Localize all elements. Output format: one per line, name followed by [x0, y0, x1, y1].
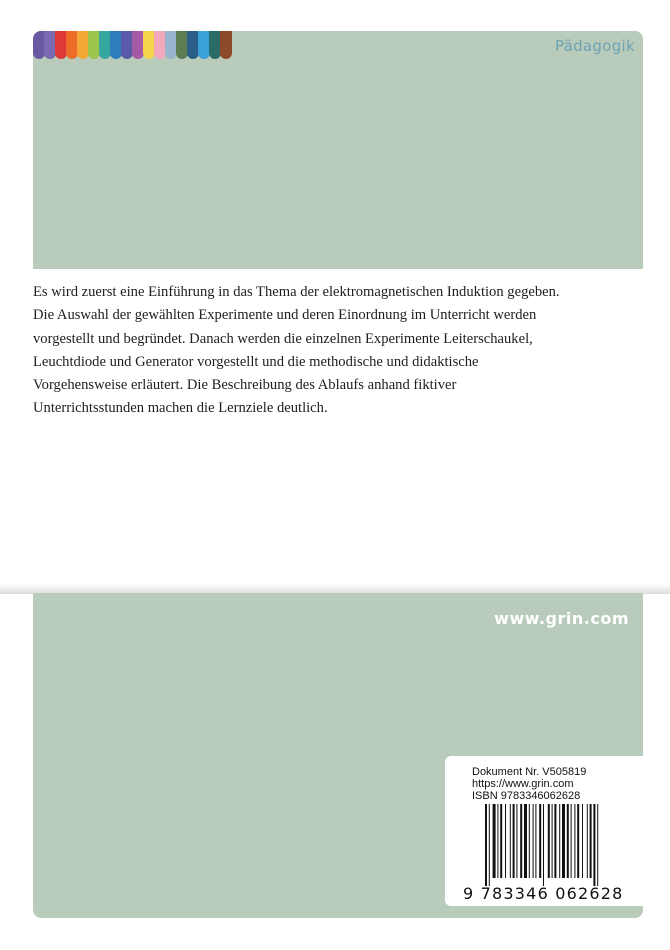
- barcode-bar: [562, 804, 565, 878]
- blurb-line: Leuchtdiode und Generator vorgestellt und die methodische und didaktische: [33, 353, 479, 370]
- barcode-bar: [582, 804, 583, 878]
- barcode-bar: [535, 804, 536, 878]
- barcode-icon: [485, 804, 631, 886]
- barcode-bar: [593, 804, 595, 886]
- blurb-line: vorgestellt und begründet. Danach werden die einzelnen Experimente Leiterschaukel,: [33, 330, 533, 347]
- barcode-bar: [548, 804, 550, 878]
- color-stripe: [220, 31, 232, 59]
- barcode-bar: [571, 804, 572, 878]
- barcode-bar: [493, 804, 496, 878]
- isbn-label: ISBN 9783346062628: [472, 790, 581, 802]
- document-number: Dokument Nr. V505819: [472, 766, 587, 778]
- barcode-box: [445, 756, 643, 906]
- barcode-bar: [543, 804, 544, 886]
- barcode-bar: [577, 804, 579, 878]
- barcode-bar: [489, 804, 490, 886]
- blurb-line: Die Auswahl der gewählten Experimente und deren Einordnung im Unterricht werden: [33, 307, 537, 324]
- barcode-bar: [510, 804, 511, 878]
- barcode-bar: [520, 804, 522, 878]
- cover-top-panel: [33, 31, 643, 269]
- barcode-digits: 9 783346 062628: [463, 884, 624, 903]
- barcode-bar: [524, 804, 527, 878]
- barcode-bar: [587, 804, 588, 878]
- publisher-website: www.grin.com: [494, 609, 629, 628]
- barcode-bar: [529, 804, 530, 878]
- barcode-bar: [497, 804, 498, 878]
- barcode-bar: [500, 804, 502, 878]
- barcode-bar: [513, 804, 515, 878]
- blurb-line: Unterrichtsstunden machen die Lernziele deutlich.: [33, 400, 328, 417]
- barcode-bar: [597, 804, 598, 886]
- blurb-line: Vorgehensweise erläutert. Die Beschreibung des Ablaufs anhand fiktiver: [33, 377, 457, 394]
- barcode-bar: [559, 804, 560, 878]
- barcode-bar: [554, 804, 556, 878]
- barcode-bar: [505, 804, 506, 878]
- barcode-bar: [539, 804, 541, 878]
- barcode-bar: [590, 804, 592, 878]
- back-cover-blurb: [33, 281, 619, 421]
- document-url: https://www.grin.com: [472, 778, 574, 790]
- barcode-bar: [552, 804, 553, 878]
- barcode-bar: [567, 804, 569, 878]
- barcode-bar: [485, 804, 487, 886]
- barcode-bar: [516, 804, 517, 878]
- barcode-bar: [533, 804, 534, 878]
- blurb-line: Es wird zuerst eine Einführung in das Thema der elektromagnetischen Induktion gegeben.: [33, 284, 560, 300]
- category-label: Pädagogik: [554, 37, 635, 55]
- color-stripes: [33, 31, 231, 59]
- barcode-bar: [574, 804, 575, 878]
